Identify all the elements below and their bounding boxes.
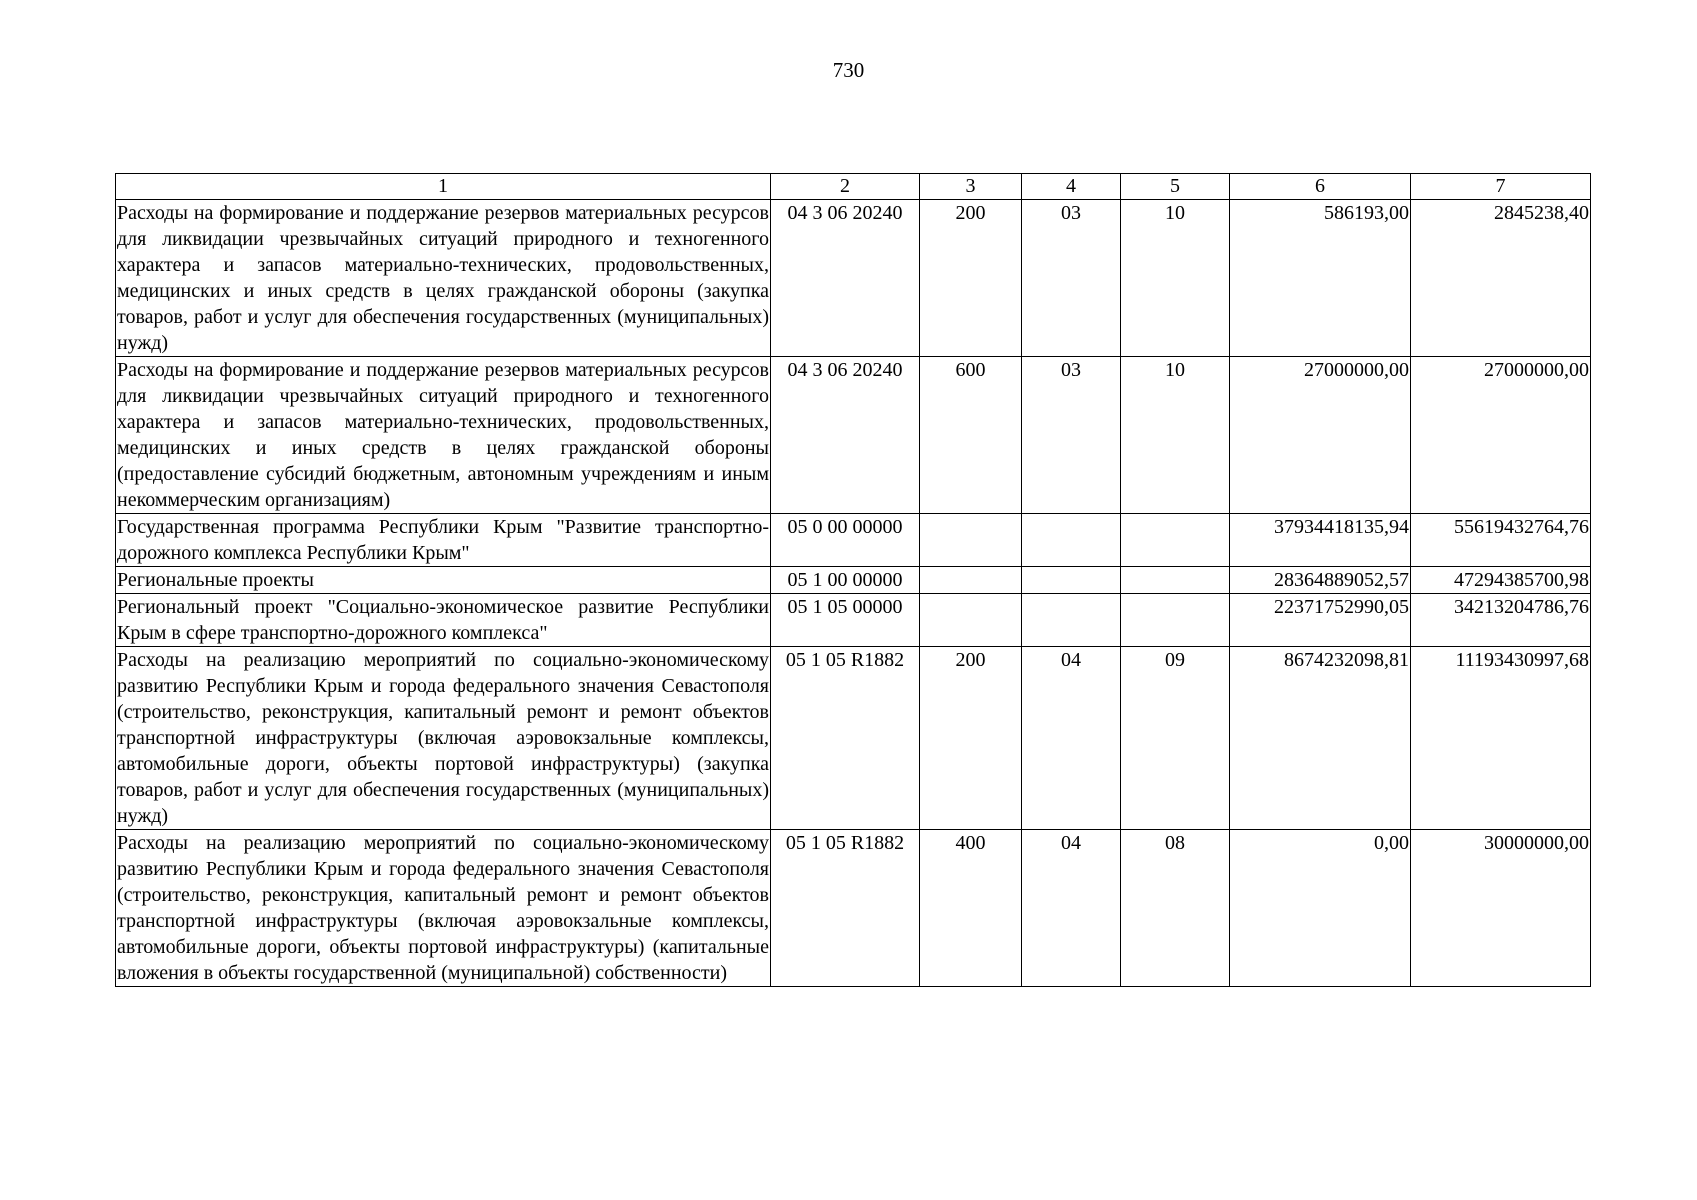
target-article-code: 05 1 00 00000 [771,567,920,594]
subsection-code [1121,567,1230,594]
amount-column-7: 11193430997,68 [1411,647,1591,830]
amount-column-6: 28364889052,57 [1230,567,1411,594]
table-body [116,200,1591,987]
amount-column-7: 34213204786,76 [1411,594,1591,647]
expense-type-code: 200 [920,200,1022,357]
amount-column-6: 0,00 [1230,830,1411,987]
subsection-code [1121,594,1230,647]
table-row [116,357,1591,514]
target-article-code: 04 3 06 20240 [771,357,920,514]
target-article-code: 05 0 00 00000 [771,514,920,567]
table-row [116,514,1591,567]
amount-column-7: 30000000,00 [1411,830,1591,987]
amount-column-6: 37934418135,94 [1230,514,1411,567]
expense-type-code: 400 [920,830,1022,987]
expense-name: Расходы на реализацию мероприятий по социально-экономическому развитию Республики Крым и города федерального значения Севастополя (строительство, реконструкция, капитальный ремонт и ремонт объектов транспортной инфраструктуры (включая аэровокзальные комплексы, автомобильные дороги, объекты портовой инфраструктуры) (закупка товаров, работ и услуг для обеспечения государственных (муниципальных) нужд) [116,647,771,830]
subsection-code: 09 [1121,647,1230,830]
column-header-6: 6 [1230,174,1411,200]
budget-table [115,173,1591,987]
expense-name: Государственная программа Республики Крым "Развитие транспортно-дорожного комплекса Республики Крым" [116,514,771,567]
table-row [116,830,1591,987]
expense-type-code: 200 [920,647,1022,830]
column-header-4: 4 [1022,174,1121,200]
column-header-5: 5 [1121,174,1230,200]
expense-type-code [920,514,1022,567]
section-code: 03 [1022,357,1121,514]
column-number-row [116,174,1591,200]
expense-name: Региональные проекты [116,567,771,594]
amount-column-6: 22371752990,05 [1230,594,1411,647]
amount-column-7: 55619432764,76 [1411,514,1591,567]
table-row [116,567,1591,594]
expense-name: Расходы на реализацию мероприятий по социально-экономическому развитию Республики Крым и города федерального значения Севастополя (строительство, реконструкция, капитальный ремонт и ремонт объектов транспортной инфраструктуры (включая аэровокзальные комплексы, автомобильные дороги, объекты портовой инфраструктуры) (капитальные вложения в объекты государственной (муниципальной) собственности) [116,830,771,987]
section-code [1022,514,1121,567]
expense-name: Расходы на формирование и поддержание резервов материальных ресурсов для ликвидации чрезвычайных ситуаций природного и техногенного характера и запасов материально-технических, продовольственных, медицинских и иных средств в целях гражданской обороны (предоставление субсидий бюджетным, автономным учреждениям и иным некоммерческим организациям) [116,357,771,514]
expense-type-code [920,567,1022,594]
section-code: 04 [1022,830,1121,987]
section-code: 03 [1022,200,1121,357]
page-number: 730 [832,58,865,82]
amount-column-7: 27000000,00 [1411,357,1591,514]
table-row [116,200,1591,357]
target-article-code: 05 1 05 00000 [771,594,920,647]
target-article-code: 04 3 06 20240 [771,200,920,357]
table-row [116,594,1591,647]
table-row [116,647,1591,830]
expense-name: Региональный проект "Социально-экономическое развитие Республики Крым в сфере транспортно-дорожного комплекса" [116,594,771,647]
expense-name: Расходы на формирование и поддержание резервов материальных ресурсов для ликвидации чрезвычайных ситуаций природного и техногенного характера и запасов материально-технических, продовольственных, медицинских и иных средств в целях гражданской обороны (закупка товаров, работ и услуг для обеспечения государственных (муниципальных) нужд) [116,200,771,357]
subsection-code: 10 [1121,200,1230,357]
section-code [1022,594,1121,647]
column-header-2: 2 [771,174,920,200]
amount-column-6: 8674232098,81 [1230,647,1411,830]
subsection-code: 08 [1121,830,1230,987]
target-article-code: 05 1 05 R1882 [771,647,920,830]
target-article-code: 05 1 05 R1882 [771,830,920,987]
amount-column-7: 2845238,40 [1411,200,1591,357]
section-code [1022,567,1121,594]
amount-column-6: 27000000,00 [1230,357,1411,514]
expense-type-code: 600 [920,357,1022,514]
amount-column-7: 47294385700,98 [1411,567,1591,594]
column-header-7: 7 [1411,174,1591,200]
subsection-code [1121,514,1230,567]
amount-column-6: 586193,00 [1230,200,1411,357]
section-code: 04 [1022,647,1121,830]
column-header-3: 3 [920,174,1022,200]
expense-type-code [920,594,1022,647]
table-header [116,174,1591,200]
column-header-1: 1 [116,174,771,200]
subsection-code: 10 [1121,357,1230,514]
